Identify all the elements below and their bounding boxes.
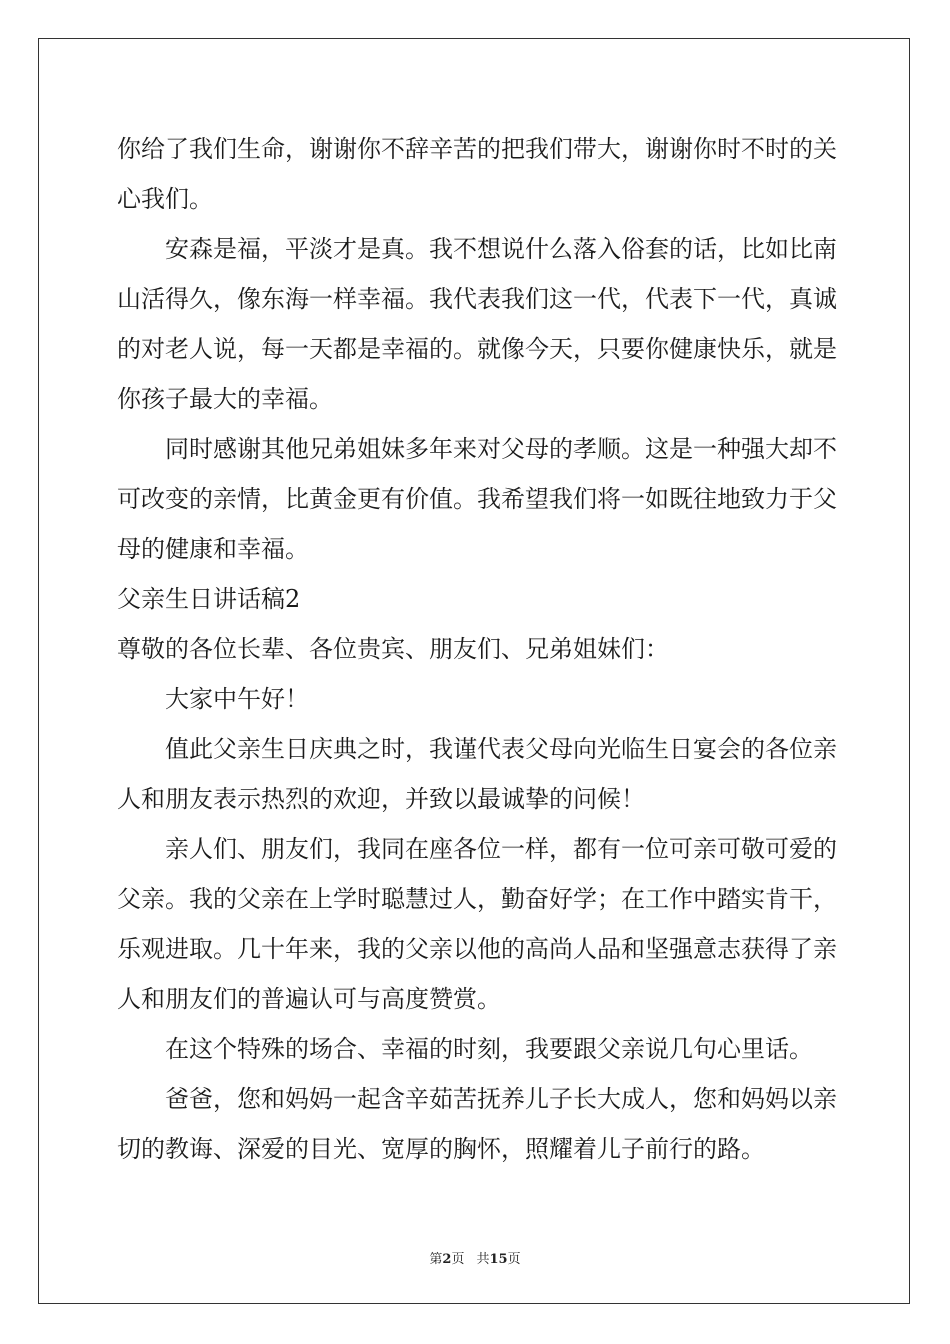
- total-pages: 15: [489, 1252, 508, 1267]
- greeting: 大家中午好！: [165, 685, 309, 713]
- paragraph-3-line-3: 母的健康和幸福。: [117, 535, 309, 563]
- paragraph-7-line-1: 爸爸，您和妈妈一起含辛茹苦抚养儿子长大成人，您和妈妈以亲: [165, 1085, 837, 1113]
- total-prefix: 共: [476, 1252, 490, 1267]
- page-number: 2: [442, 1252, 452, 1267]
- paragraph-2-line-2: 山活得久，像东海一样幸福。我代表我们这一代，代表下一代，真诚: [117, 285, 837, 313]
- document-body: [117, 124, 837, 1174]
- page-prefix: 第: [429, 1252, 443, 1267]
- paragraph-5-line-3: 乐观进取。几十年来，我的父亲以他的高尚人品和坚强意志获得了亲: [117, 935, 837, 963]
- paragraph-2-line-1: 安森是福，平淡才是真。我不想说什么落入俗套的话，比如比南: [165, 235, 837, 263]
- paragraph-2-line-4: 你孩子最大的幸福。: [117, 385, 333, 413]
- page-suffix: 页: [451, 1252, 465, 1267]
- salutation: 尊敬的各位长辈、各位贵宾、朋友们、兄弟姐妹们：: [117, 635, 669, 663]
- paragraph-6-line-1: 在这个特殊的场合、幸福的时刻，我要跟父亲说几句心里话。: [165, 1035, 813, 1063]
- page-footer: [0, 1248, 950, 1267]
- paragraph-2-line-3: 的对老人说，每一天都是幸福的。就像今天，只要你健康快乐，就是: [117, 335, 837, 363]
- paragraph-1-line-1: 你给了我们生命，谢谢你不辞辛苦的把我们带大，谢谢你时不时的关: [117, 135, 837, 163]
- paragraph-4-line-1: 值此父亲生日庆典之时，我谨代表父母向光临生日宴会的各位亲: [165, 735, 837, 763]
- section-heading: 父亲生日讲话稿2: [117, 585, 301, 613]
- paragraph-1-line-2: 心我们。: [117, 185, 213, 213]
- paragraph-5-line-1: 亲人们、朋友们，我同在座各位一样，都有一位可亲可敬可爱的: [165, 835, 837, 863]
- total-suffix: 页: [507, 1252, 521, 1267]
- paragraph-5-line-4: 人和朋友们的普遍认可与高度赞赏。: [117, 985, 501, 1013]
- paragraph-5-line-2: 父亲。我的父亲在上学时聪慧过人，勤奋好学；在工作中踏实肯干，: [117, 885, 837, 913]
- paragraph-3-line-2: 可改变的亲情，比黄金更有价值。我希望我们将一如既往地致力于父: [117, 485, 837, 513]
- paragraph-4-line-2: 人和朋友表示热烈的欢迎，并致以最诚挚的问候！: [117, 785, 645, 813]
- paragraph-3-line-1: 同时感谢其他兄弟姐妹多年来对父母的孝顺。这是一种强大却不: [165, 435, 837, 463]
- paragraph-7-line-2: 切的教诲、深爱的目光、宽厚的胸怀，照耀着儿子前行的路。: [117, 1135, 765, 1163]
